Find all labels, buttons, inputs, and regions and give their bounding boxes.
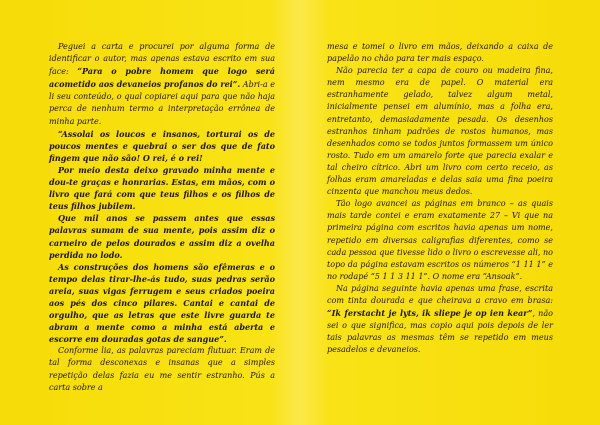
letter-paragraph: “Assolai os loucos e insanos, torturai os de poucos mentes e quebrai o ser dos que de fato fingem que não são! O rei, é o rei! <box>49 128 275 163</box>
right-page <box>327 41 553 356</box>
paragraph-text: , não sei o que significa, mas copio aqui pois depois de ler tais palavras as mesmas têm se repetido em meus pesadelos e devaneios. <box>327 309 553 355</box>
paragraph-text: Na página seguinte havia apenas uma frase, escrita com tinta dourada e que cheirava a cravo em brasa: <box>327 283 553 305</box>
left-page <box>49 41 275 394</box>
paragraph-text: Abri-a e li seu conteúdo, o qual copiarei aqui para que não haja perca de nenhum termo a interpretação errônea de minha parte. <box>49 80 275 126</box>
inscription-text: “Ik ferstacht je lyts, ik sliepe je op ien kear” <box>327 308 533 319</box>
quote-text: “Para o pobre homem que logo será acometido aos devaneios profanos do rei”. <box>49 66 275 90</box>
paragraph <box>327 283 553 357</box>
paragraph: mesa e tomei o livro em mãos, deixando a caixa de papelão no chão para ter mais espaço. <box>327 42 553 64</box>
letter-paragraph: Por meio desta deixo gravado minha mente e dou-te graças e honrarias. Estas, em mãos, com o livro que fará com que teus filhos e os filhos de teus filhos jubilem. <box>49 164 275 212</box>
paragraph-text: Peguei a carta e procurei por alguma forma de identificar o autor, mas apenas estava escrito em sua face: <box>49 42 275 77</box>
paragraph: Conforme lia, as palavras pareciam flutuar. Eram de tal forma desconexas e insanas que a simples repetição delas fazia eu me sentir estranho. Pús a carta sobre a <box>49 346 275 392</box>
paragraph <box>49 41 275 128</box>
paragraph: Não parecia ter a capa de couro ou madeira fina, nem mesmo era de papel. O material era estranhamente gelado, talvez algum metal, inicialmente pensei em alumínio, mas a folha era, entretanto, demasiadamente pesada. Os desenhos estranhos tinham padrões de rostos humanos, mas desenhados como se todos juntos formassem um único rosto. Tudo em um amarelo forte que parecia exalar e tal cheiro cítrico. Abri um livro com certo receio, as folhas eram amareladas e delas saia uma fina poeira cinzenta que manchou meus dedos. <box>327 66 553 197</box>
letter-paragraph: As construções dos homens são efêmeras e o tempo delas tirar-lhe-ás tudo, suas pedras serão areia, suas vigas ferrugem e seus criados poeira aos pés dos cinco pilares. Cantai e cantai de orgulho, que as letras que este livre guarda te abram a mente como a minha está aberta e escorre em douradas gotas de sangue”. <box>49 261 275 345</box>
paragraph: Tão logo avancei as páginas em branco – as quais mais tarde contei e eram exatamente 27 – Vi que na primeira página com escritos havia apenas um nome, repetido em diversas caligrafias diferentes, como se cada pessoa que tivesse lido o livro o escrevesse ali, no topo da página estavam escritos os números “1 11 1” e no rodapé “5 1 1 3 11 1”. O nome era “Ansoak”. <box>327 199 553 281</box>
letter-paragraph: Que mil anos se passem antes que essas palavras sumam de sua mente, pois assim diz o carneiro de pelos dourados e assim diz a ovelha perdida no lodo. <box>49 213 275 260</box>
